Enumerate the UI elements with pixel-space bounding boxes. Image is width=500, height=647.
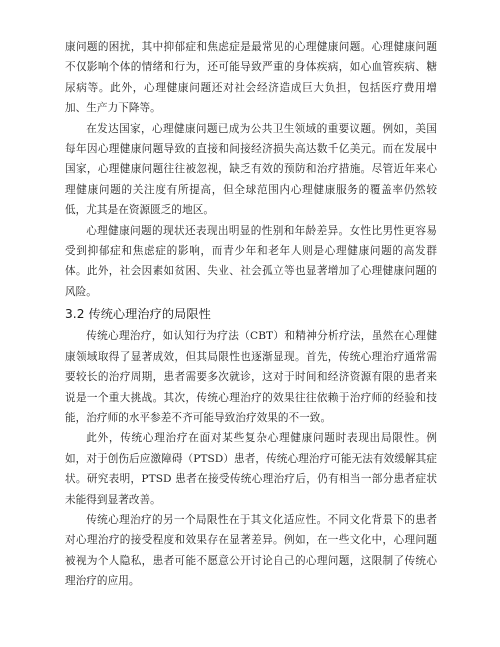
body-paragraph: 传统心理治疗的另一个局限性在于其文化适应性。不同文化背景下的患者对心理治疗的接受程度和效果存在显著差异。例如，在一些文化中，心理问题被视为个人隐私，患者可能不愿意公开讨论自己的心理问题，这限制了传统心理治疗的应用。	[65, 513, 437, 588]
body-paragraph: 康问题的困扰，其中抑郁症和焦虑症是最常见的心理健康问题。心理健康问题不仅影响个体的情绪和行为，还可能导致严重的身体疾病，如心血管疾病、糖尿病等。此外，心理健康问题还对社会经济造成巨大负担，包括医疗费用增加、生产力下降等。	[65, 41, 437, 115]
body-paragraph: 在发达国家，心理健康问题已成为公共卫生领域的重要议题。例如，美国每年因心理健康问题导致的直接和间接经济损失高达数千亿美元。而在发展中国家，心理健康问题往往被忽视，缺乏有效的预防和治疗措施。尽管近年来心理健康问题的关注度有所提高，但全球范围内心理健康服务的覆盖率仍然较低，尤其是在资源匮乏的地区。	[65, 122, 437, 217]
body-paragraph: 传统心理治疗，如认知行为疗法（CBT）和精神分析疗法，虽然在心理健康领域取得了显著成效，但其局限性也逐渐显现。首先，传统心理治疗通常需要较长的治疗周期，患者需要多次就诊，这对于时间和经济资源有限的患者来说是一个重大挑战。其次，传统心理治疗的效果往往依赖于治疗师的经验和技能，治疗师的水平参差不齐可能导致治疗效果的不一致。	[65, 330, 437, 424]
body-paragraph: 心理健康问题的现状还表现出明显的性别和年龄差异。女性比男性更容易受到抑郁症和焦虑症的影响，而青少年和老年人则是心理健康问题的高发群体。此外，社会因素如贫困、失业、社会孤立等也显著增加了心理健康问题的风险。	[65, 224, 437, 298]
document-body	[65, 37, 437, 592]
body-paragraph: 此外，传统心理治疗在面对某些复杂心理健康问题时表现出局限性。例如，对于创伤后应激障碍（PTSD）患者，传统心理治疗可能无法有效缓解其症状。研究表明，PTSD 患者在接受传统心理治疗后，仍有相当一部分患者症状未能得到显著改善。	[65, 432, 437, 506]
section-heading: 3.2 传统心理治疗的局限性	[65, 307, 211, 322]
